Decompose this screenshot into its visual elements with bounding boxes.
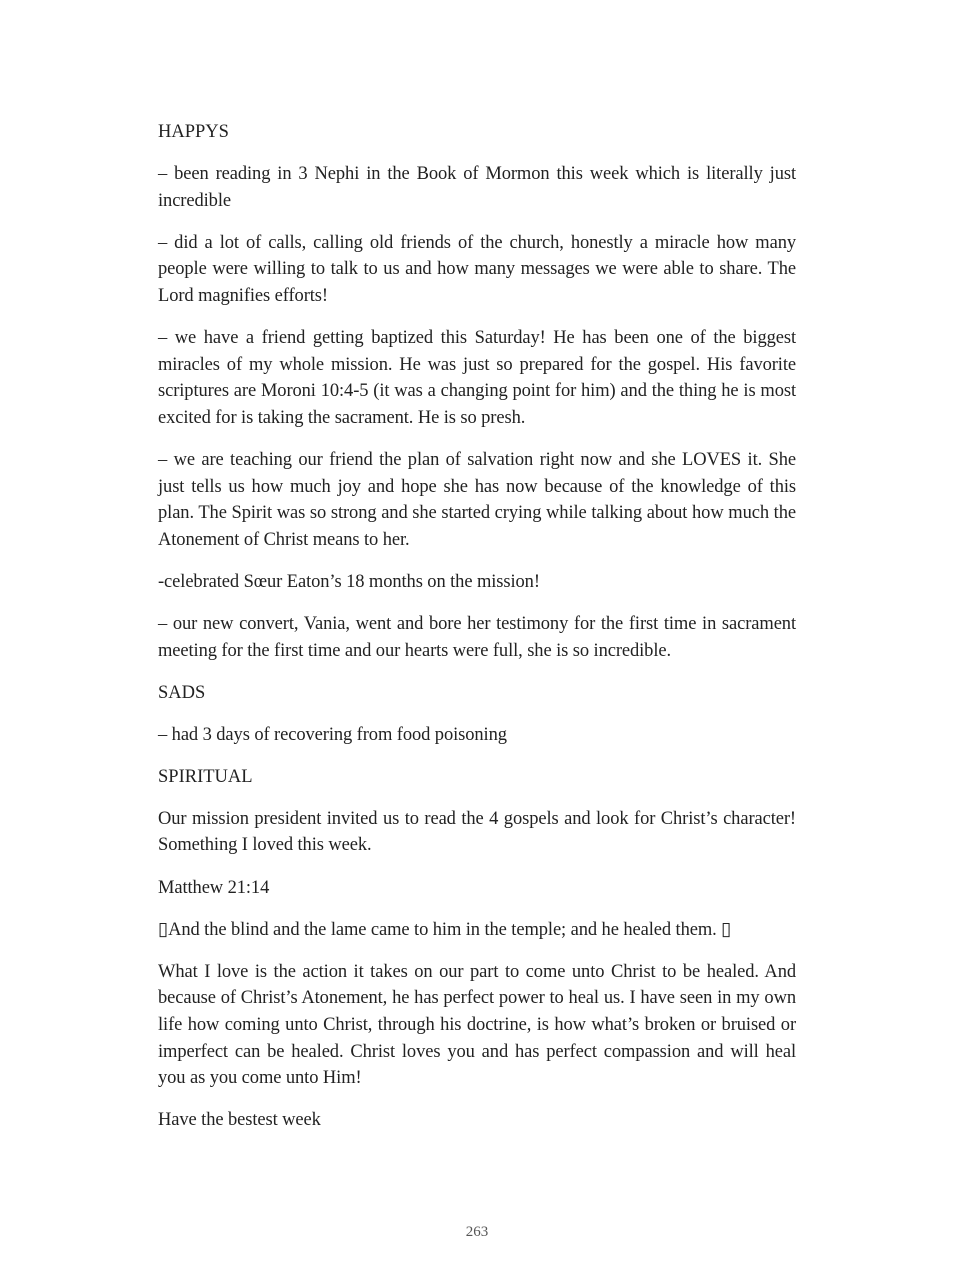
section-heading-happys: HAPPYS: [158, 122, 229, 142]
closing-line: Have the bestest week: [158, 1110, 321, 1131]
scripture-quote-text: And the blind and the lame came to him in the temple; and he healed them.: [168, 919, 717, 940]
section-heading-spiritual: SPIRITUAL: [158, 766, 253, 787]
scripture-reference: Matthew 21:14: [158, 877, 270, 898]
scripture-quote: [158, 917, 796, 944]
paragraph: – we are teaching our friend the plan of salvation right now and she LOVES it. She just tells us how much joy and hope she has now because of the knowledge of this plan. The Spirit was so strong and she started crying while talking about how much the Atonement of Christ means to her.: [158, 449, 796, 550]
paragraph: What I love is the action it takes on our part to come unto Christ to be healed. And because of Christ’s Atonement, he has perfect power to heal us. I have seen in my own life how coming unto Christ, through his doctrine, is how what’s broken or bruised or imperfect can be healed. Christ loves you and has perfect compassion and will heal you as you come unto Him!: [158, 961, 796, 1089]
missing-glyph-icon: ▯: [158, 919, 169, 940]
paragraph: – had 3 days of recovering from food poisoning: [158, 724, 507, 745]
page-number: 263: [465, 1224, 489, 1240]
paragraph: – we have a friend getting baptized this Saturday! He has been one of the biggest miracles of my whole mission. He was just so prepared for the gospel. His favorite scriptures are Moroni 10:4-5 (it was a changing point for him) and the thing he is most excited for is taking the sacrament. He is so presh.: [158, 328, 796, 428]
paragraph: – our new convert, Vania, went and bore her testimony for the first time in sacrament meeting for the first time and our hearts were full, she is so incredible.: [158, 613, 796, 661]
paragraph: Our mission president invited us to read the 4 gospels and look for Christ’s character! Something I loved this week.: [158, 808, 796, 856]
page-content: [158, 119, 796, 1149]
paragraph: -celebrated Sœur Eaton’s 18 months on the mission!: [158, 571, 540, 592]
section-heading-sads: SADS: [158, 682, 206, 703]
paragraph: – been reading in 3 Nephi in the Book of Mormon this week which is literally just incredible: [158, 164, 796, 211]
missing-glyph-icon: ▯: [716, 919, 732, 940]
paragraph: – did a lot of calls, calling old friends of the church, honestly a miracle how many people were willing to talk to us and how many messages we were able to share. The Lord magnifies efforts!: [158, 232, 796, 306]
